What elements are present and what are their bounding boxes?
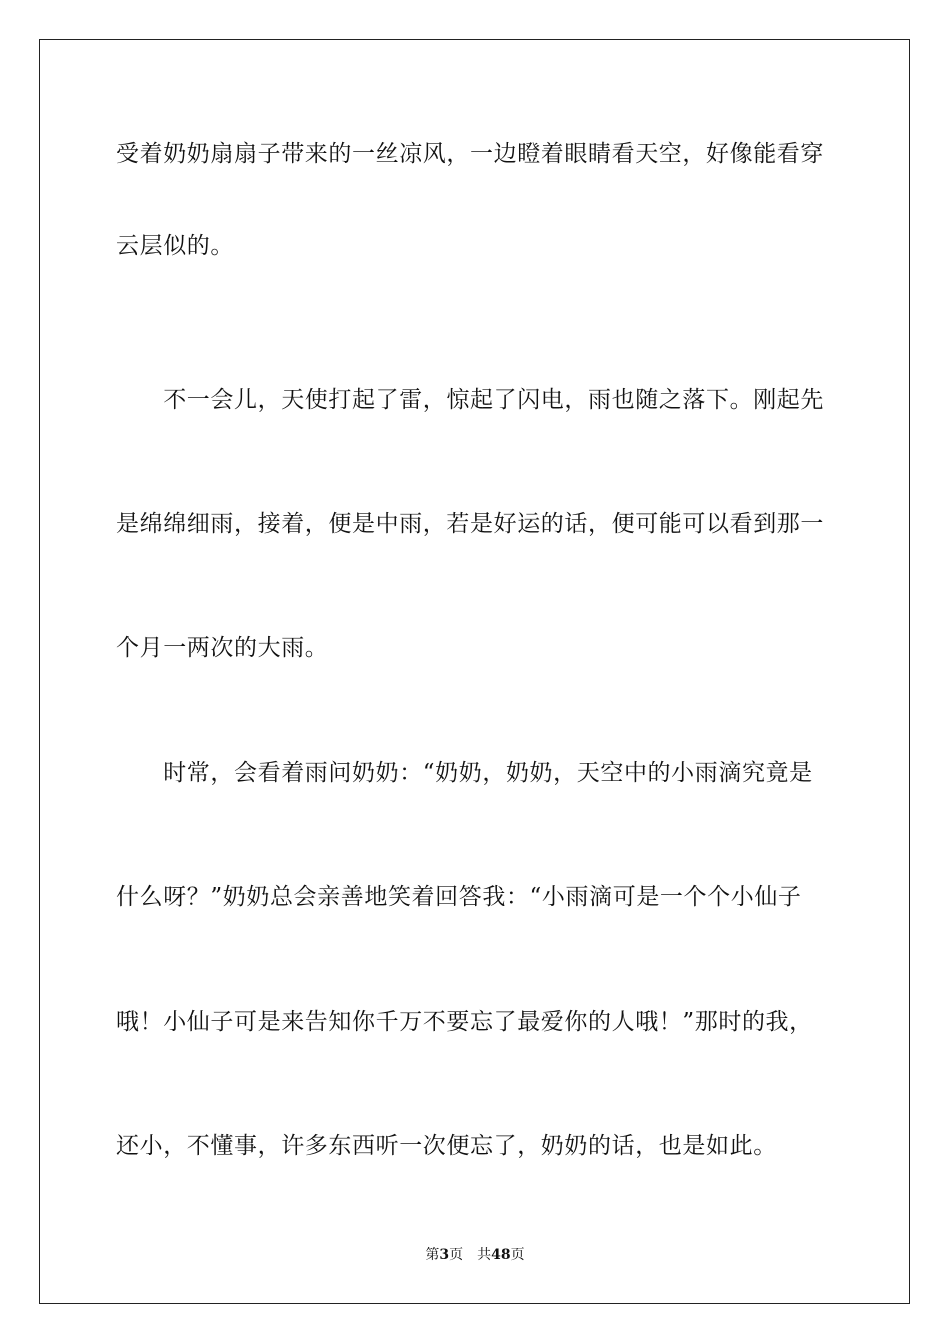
text-line-7: 什么呀？”奶奶总会亲善地笑着回答我：“小雨滴可是一个个小仙子	[116, 884, 802, 910]
footer-total-prefix: 共	[477, 1247, 492, 1263]
text-line-3: 不一会儿，天使打起了雷，惊起了闪电，雨也随之落下。刚起先	[116, 387, 824, 413]
text-line-9: 还小，不懂事，许多东西听一次便忘了，奶奶的话，也是如此。	[116, 1133, 777, 1159]
footer-total-suffix: 页	[510, 1247, 525, 1263]
text-line-8: 哦！小仙子可是来告知你千万不要忘了最爱你的人哦！”那时的我，	[116, 1009, 813, 1035]
footer-page-prefix: 第	[425, 1247, 440, 1263]
page-border	[39, 39, 910, 1304]
footer-total-pages: 48	[491, 1247, 511, 1263]
text-line-2: 云层似的。	[116, 233, 234, 259]
text-line-5: 个月一两次的大雨。	[116, 635, 329, 661]
footer-page-number: 3	[439, 1247, 450, 1263]
footer-page-suffix: 页	[449, 1247, 478, 1263]
page-footer	[0, 1246, 950, 1264]
text-line-1: 受着奶奶扇扇子带来的一丝凉风，一边瞪着眼睛看天空，好像能看穿	[116, 141, 824, 167]
text-line-4: 是绵绵细雨，接着，便是中雨，若是好运的话，便可能可以看到那一	[116, 511, 824, 537]
text-line-6: 时常，会看着雨问奶奶：“奶奶，奶奶，天空中的小雨滴究竟是	[116, 760, 813, 786]
